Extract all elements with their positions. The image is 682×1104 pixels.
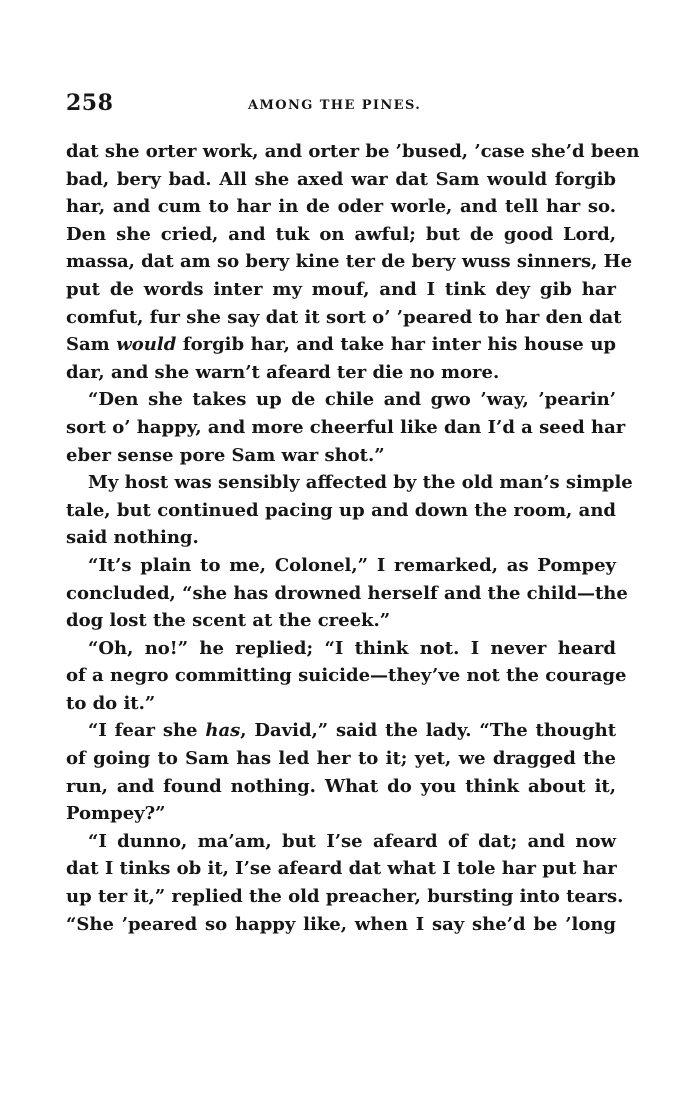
- text-line: “She ’peared so happy like, when I say she’d be ’long: [66, 913, 616, 935]
- text-line: Pompey?”: [66, 803, 166, 825]
- text-line: of going to Sam has led her to it; yet, we dragged the: [66, 748, 616, 770]
- body-text: [66, 138, 640, 938]
- text-line: eber sense pore Sam war shot.”: [66, 444, 385, 466]
- text-line: of a negro committing suicide—they’ve not the courage: [66, 665, 627, 687]
- text-line: sort o’ happy, and more cheerful like dan I’d a seed har: [66, 416, 626, 438]
- text-line: My host was sensibly affected by the old man’s simple: [88, 472, 633, 494]
- text-line: “I dunno, ma’am, but I’se afeard of dat; and now: [88, 830, 616, 852]
- text-segment: “I fear she: [88, 720, 206, 742]
- text-segment: Sam: [66, 334, 117, 356]
- italic-word: has: [205, 720, 241, 742]
- text-line: “Oh, no!” he replied; “I think not. I never heard: [88, 637, 616, 659]
- text-line: massa, dat am so bery kine ter de bery wuss sinners, He: [66, 251, 633, 273]
- text-segment: forgib har, and take har inter his house up: [176, 334, 616, 356]
- text-line: bad, bery bad. All she axed war dat Sam would forgib: [66, 168, 616, 190]
- text-line: concluded, “she has drowned herself and the child—the: [66, 582, 628, 604]
- text-line: dat she orter work, and orter be ’bused, ’case she’d been: [66, 141, 640, 162]
- running-head: AMONG THE PINES.: [248, 98, 422, 113]
- text-line: “Den she takes up de chile and gwo ’way, ’pearin’: [88, 389, 616, 411]
- text-line: said nothing.: [66, 527, 199, 549]
- text-line: to do it.”: [66, 692, 156, 714]
- text-line: tale, but continued pacing up and down the room, and: [66, 499, 616, 521]
- text-line: Den she cried, and tuk on awful; but de good Lord,: [66, 223, 616, 245]
- text-line: [66, 331, 616, 359]
- italic-word: would: [116, 334, 177, 356]
- text-line: up ter it,” replied the old preacher, bursting into tears.: [66, 886, 624, 908]
- page-number: 258: [66, 90, 114, 116]
- text-line: dar, and she warn’t afeard ter die no more.: [66, 361, 500, 383]
- text-line: [66, 717, 616, 745]
- text-segment: , David,” said the lady. “The thought: [240, 720, 617, 742]
- text-line: har, and cum to har in de oder worle, and tell har so.: [66, 196, 616, 218]
- page-header: [66, 90, 616, 120]
- text-line: dat I tinks ob it, I’se afeard dat what I tole har put har: [66, 858, 617, 880]
- text-line: run, and found nothing. What do you think about it,: [66, 775, 616, 797]
- text-line: “It’s plain to me, Colonel,” I remarked, as Pompey: [88, 554, 616, 576]
- text-line: put de words inter my mouf, and I tink dey gib har: [66, 278, 616, 300]
- text-line: dog lost the scent at the creek.”: [66, 610, 391, 632]
- text-line: comfut, fur she say dat it sort o’ ’peared to har den dat: [66, 306, 622, 328]
